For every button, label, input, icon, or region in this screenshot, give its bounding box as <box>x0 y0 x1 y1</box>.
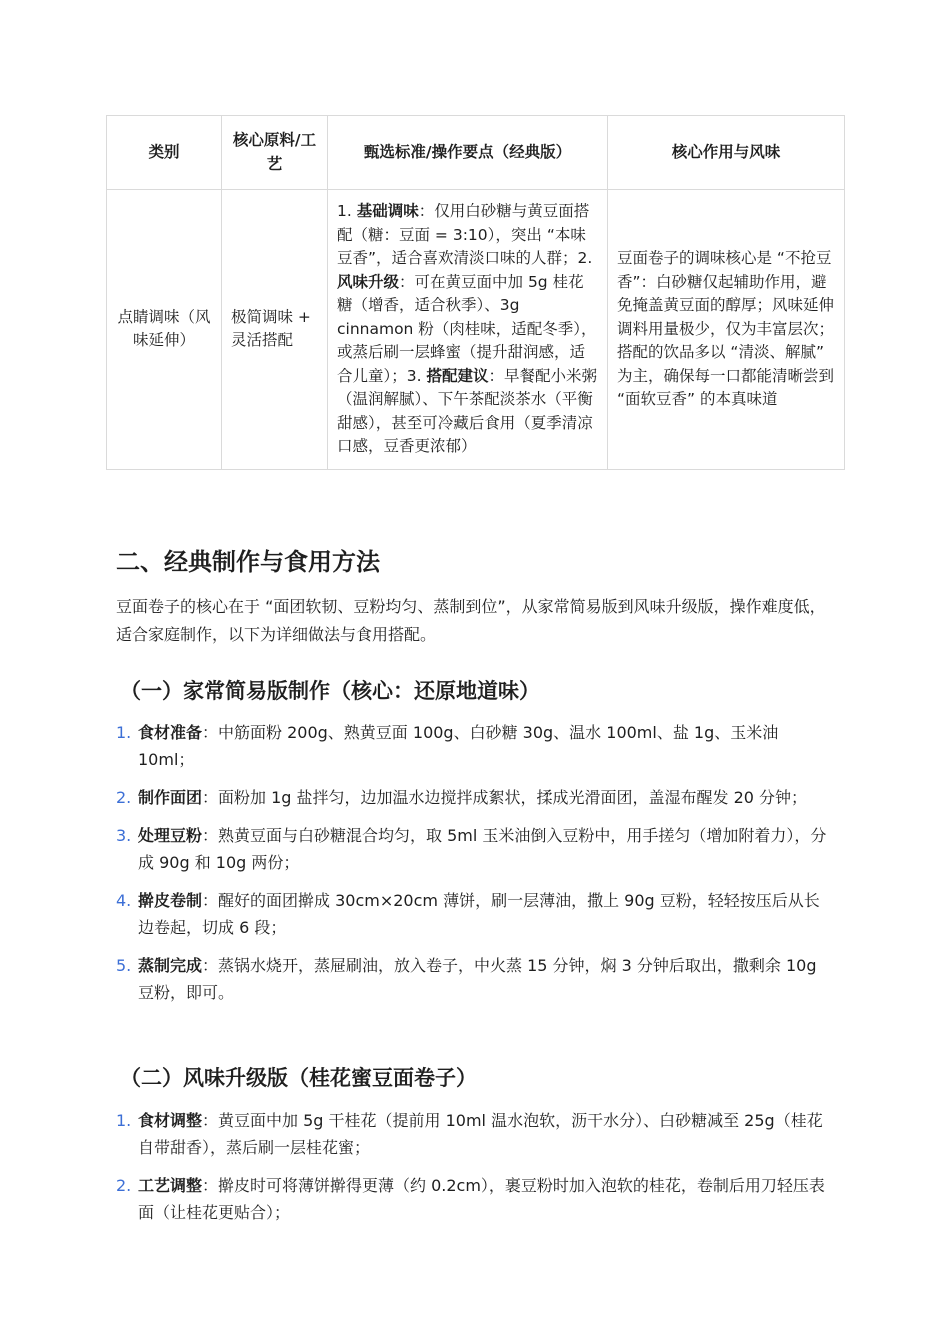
intro-paragraph: 豆面卷子的核心在于 “面团软韧、豆粉均匀、蒸制到位”，从家常简易版到风味升级版，操作难度低，适合家庭制作，以下为详细做法与食用搭配。 <box>116 597 826 644</box>
cell-standard: 1. 基础调味：仅用白砂糖与黄豆面搭配（糖：豆面 = 3:10），突出 “本味豆香”，适合喜欢清淡口味的人群；2. 风味升级：可在黄豆面中加 5g 桂花糖（增香，适合秋季）、3g cinnamon 粉（肉桂味，适配冬季），或蒸后刷一层蜂蜜（提升甜润感，适合儿童）；3. 搭配建议：早餐配小米粥（温润解腻）、下午茶配淡茶水（平衡甜感），甚至可冷藏后食用（夏季清凉口感，豆香更浓郁） <box>328 190 608 470</box>
list-item: 2. 工艺调整：擀皮时可将薄饼擀得更薄（约 0.2cm），裹豆粉时加入泡软的桂花，卷制后用刀轻压表面（让桂花更贴合）； <box>116 1176 825 1222</box>
header-material: 核心原料/工艺 <box>222 116 328 190</box>
cell-effect: 豆面卷子的调味核心是 “不抢豆香”：白砂糖仅起辅助作用，避免掩盖黄豆面的醇厚；风味延伸调料用量极少，仅为丰富层次；搭配的饮品多以 “清淡、解腻” 为主，确保每一口都能清晰尝到 “面软豆香” 的本真味道 <box>608 190 845 470</box>
header-effect: 核心作用与风味 <box>608 116 845 190</box>
list-item: 4. 擀皮卷制：醒好的面团擀成 30cm×20cm 薄饼，刷一层薄油，撒上 90g 豆粉，轻轻按压后从长边卷起，切成 6 段； <box>116 891 820 937</box>
section-title: 二、经典制作与食用方法 <box>116 548 380 576</box>
upgrade-steps-list <box>116 1107 834 1237</box>
cell-material: 极简调味 + 灵活搭配 <box>222 190 328 470</box>
list-item: 3. 处理豆粉：熟黄豆面与白砂糖混合均匀，取 5ml 玉米油倒入豆粉中，用手搓匀（增加附着力），分成 90g 和 10g 两份； <box>116 826 827 872</box>
list-item: 5. 蒸制完成：蒸锅水烧开，蒸屉刷油，放入卷子，中火蒸 15 分钟，焖 3 分钟后取出，撒剩余 10g 豆粉，即可。 <box>116 956 817 1002</box>
list-item: 1. 食材调整：黄豆面中加 5g 干桂花（提前用 10ml 温水泡软，沥干水分）、白砂糖减至 25g（桂花自带甜香），蒸后刷一层桂花蜜； <box>116 1111 823 1157</box>
basic-steps-list <box>116 719 834 1017</box>
table-row <box>107 190 845 470</box>
table-header-row <box>107 116 845 190</box>
header-category: 类别 <box>107 116 222 190</box>
subsection-title-basic: （一）家常简易版制作（核心：还原地道味） <box>120 679 540 703</box>
cell-category: 点睛调味（风味延伸） <box>107 190 222 470</box>
list-item: 1. 食材准备：中筋面粉 200g、熟黄豆面 100g、白砂糖 30g、温水 100ml、盐 1g、玉米油 10ml； <box>116 723 779 769</box>
ingredient-table <box>106 115 845 470</box>
list-item: 2. 制作面团：面粉加 1g 盐拌匀，边加温水边搅拌成絮状，揉成光滑面团，盖湿布醒发 20 分钟； <box>116 788 808 807</box>
subsection-title-upgrade: （二）风味升级版（桂花蜜豆面卷子） <box>120 1066 477 1090</box>
header-standard: 甄选标准/操作要点（经典版） <box>328 116 608 190</box>
